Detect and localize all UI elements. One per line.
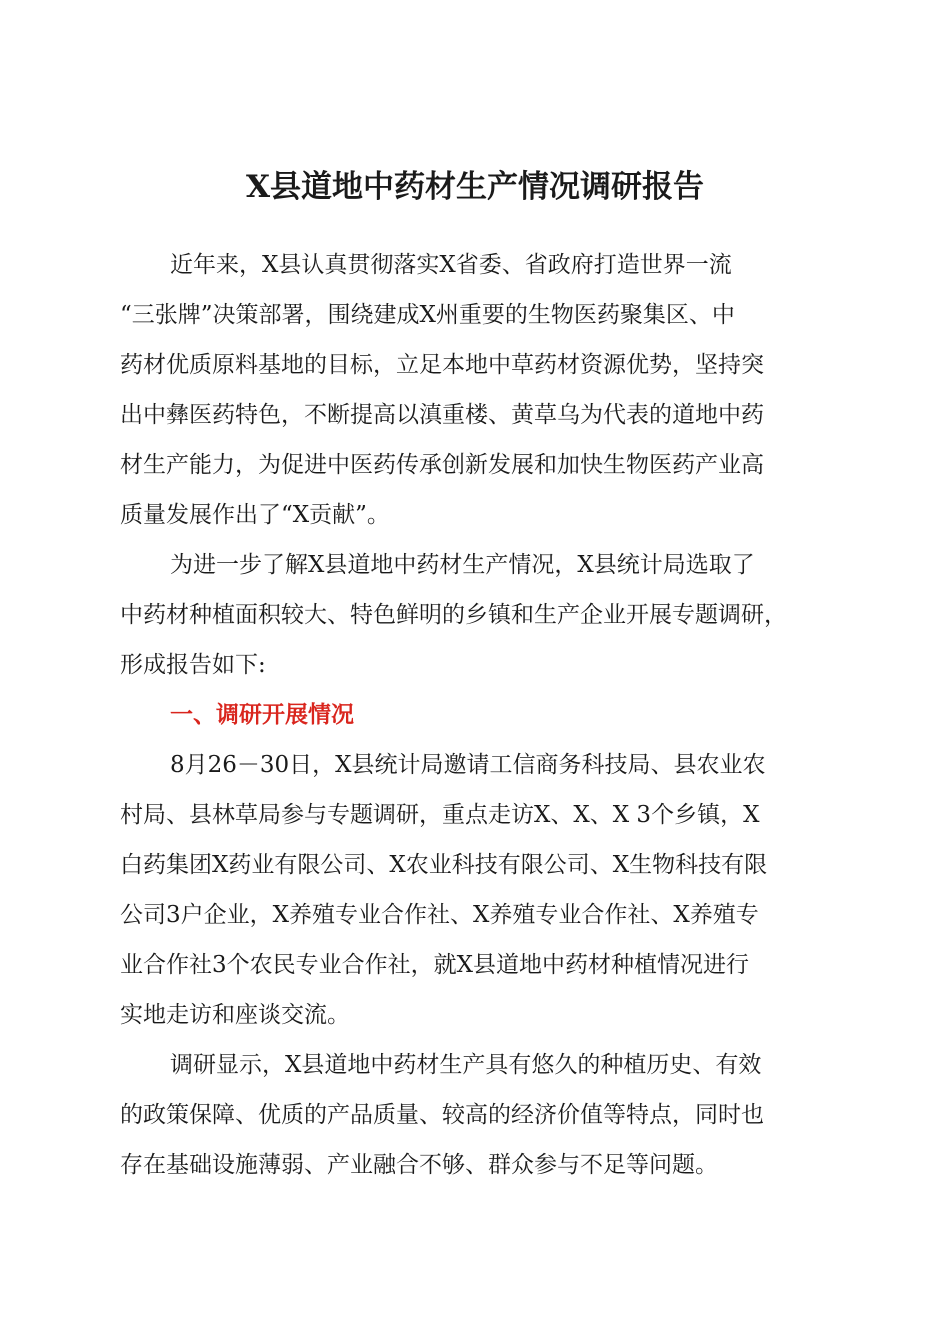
paragraph-line: 业合作社3个农民专业合作社，就X县道地中药材种植情况进行 xyxy=(120,952,750,978)
paragraph-purpose xyxy=(120,540,832,690)
paragraph-line: “三张牌”决策部署，围绕建成X州重要的生物医药聚集区、中 xyxy=(120,302,735,328)
paragraph-findings xyxy=(120,1040,832,1190)
section-heading: 一、调研开展情况 xyxy=(170,702,354,728)
paragraph-line: 实地走访和座谈交流。 xyxy=(120,1002,350,1028)
document-title: X县道地中药材生产情况调研报告 xyxy=(245,169,705,205)
paragraph-line: 近年来，X县认真贯彻落实X省委、省政府打造世界一流 xyxy=(170,252,732,278)
paragraph-line: 形成报告如下: xyxy=(120,652,266,678)
paragraph-line: 质量发展作出了“X贡献”。 xyxy=(120,502,390,528)
paragraph-line: 出中彝医药特色，不断提高以滇重楼、黄草乌为代表的道地中药 xyxy=(120,402,764,428)
paragraph-line: 村局、县林草局参与专题调研，重点走访X、X、X 3个乡镇，X xyxy=(120,802,760,828)
paragraph-line: 8月26－30日，X县统计局邀请工信商务科技局、县农业农 xyxy=(170,752,766,778)
body-text xyxy=(120,240,832,1190)
paragraph-line: 的政策保障、优质的产品质量、较高的经济价值等特点，同时也 xyxy=(120,1102,764,1128)
paragraph-line: 药材优质原料基地的目标，立足本地中草药材资源优势，坚持突 xyxy=(120,352,764,378)
paragraph-line: 材生产能力，为促进中医药传承创新发展和加快生物医药产业高 xyxy=(120,452,764,478)
paragraph-survey xyxy=(120,740,832,1040)
paragraph-line: 白药集团X药业有限公司、X农业科技有限公司、X生物科技有限 xyxy=(120,852,768,878)
paragraph-line: 中药材种植面积较大、特色鲜明的乡镇和生产企业开展专题调研， xyxy=(120,602,787,628)
paragraph-line: 为进一步了解X县道地中药材生产情况，X县统计局选取了 xyxy=(170,552,755,578)
paragraph-line: 调研显示，X县道地中药材生产具有悠久的种植历史、有效 xyxy=(170,1052,762,1078)
paragraph-line: 公司3户企业，X养殖专业合作社、X养殖专业合作社、X养殖专 xyxy=(120,902,759,928)
paragraph-intro xyxy=(120,240,832,540)
paragraph-line: 存在基础设施薄弱、产业融合不够、群众参与不足等问题。 xyxy=(120,1152,718,1178)
